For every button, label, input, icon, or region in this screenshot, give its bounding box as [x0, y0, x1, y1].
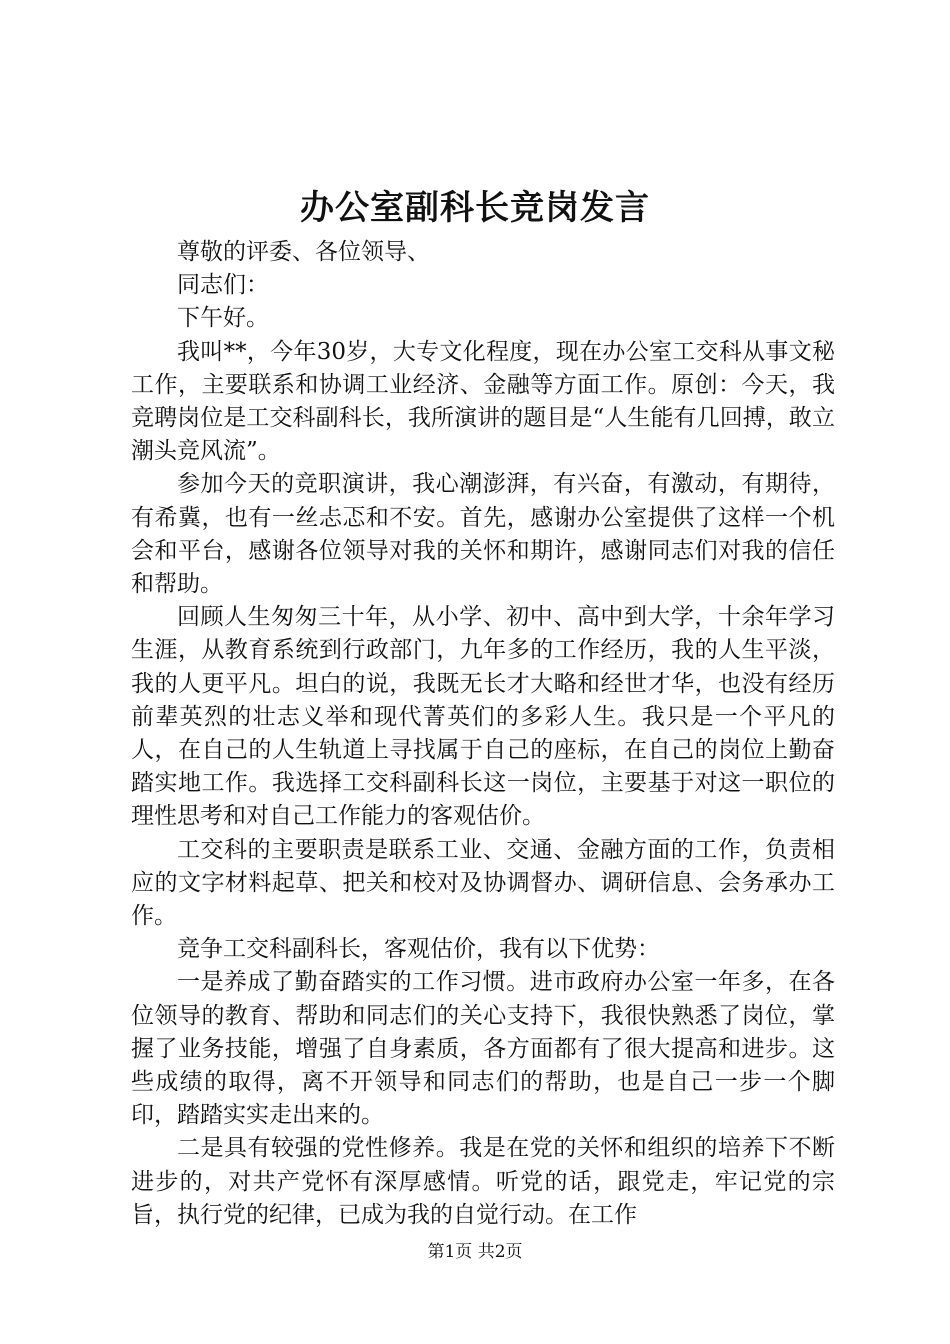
body-paragraph: 工交科的主要职责是联系工业、交通、金融方面的工作，负责相应的文字材料起草、把关和校对及协调督办、调研信息、会务承办工作。 [131, 836, 835, 930]
body-paragraph: 竞争工交科副科长，客观估价，我有以下优势： [177, 936, 660, 963]
document-title: 办公室副科长竞岗发言 [300, 188, 650, 228]
salutation-line: 尊敬的评委、各位领导、 [177, 239, 430, 265]
page-number-footer: 第1页 共2页 [427, 1242, 523, 1262]
body-paragraph: 参加今天的竞职演讲，我心潮澎湃，有兴奋，有激动，有期待，有希冀，也有一丝忐忑和不安。首先，感谢办公室提供了这样一个机会和平台，感谢各位领导对我的关怀和期许，感谢同志们对我的信任和帮助。 [131, 471, 835, 598]
body-paragraph: 二是具有较强的党性修养。我是在党的关怀和组织的培养下不断进步的，对共产党怀有深厚感情。听党的话，跟党走，牢记党的宗旨，执行党的纪律，已成为我的自觉行动。在工作 [131, 1135, 835, 1228]
document-body [131, 236, 835, 1232]
body-paragraph: 回顾人生匆匆三十年，从小学、初中、高中到大学，十余年学习生涯，从教育系统到行政部门，九年多的工作经历，我的人生平淡，我的人更平凡。坦白的说，我既无长才大略和经世才华，也没有经历前辈英烈的壮志义举和现代菁英们的多彩人生。我只是一个平凡的人，在自己的人生轨道上寻找属于自己的座标，在自己的岗位上勤奋踏实地工作。我选择工交科副科长这一岗位，主要基于对这一职位的理性思考和对自己工作能力的客观估价。 [131, 604, 835, 830]
salutation-line: 同志们： [177, 272, 269, 299]
body-paragraph: 我叫**，今年30岁，大专文化程度，现在办公室工交科从事文秘工作，主要联系和协调工业经济、金融等方面工作。原创：今天，我竞聘岗位是工交科副科长，我所演讲的题目是“人生能有几回搏，敢立潮头竞风流”。 [131, 338, 835, 465]
body-paragraph: 一是养成了勤奋踏实的工作习惯。进市政府办公室一年多，在各位领导的教育、帮助和同志们的关心支持下，我很快熟悉了岗位，掌握了业务技能，增强了自身素质，各方面都有了很大提高和进步。这些成绩的取得，离不开领导和同志们的帮助，也是自己一步一个脚印，踏踏实实走出来的。 [131, 969, 835, 1129]
greeting-line: 下午好。 [177, 305, 269, 332]
